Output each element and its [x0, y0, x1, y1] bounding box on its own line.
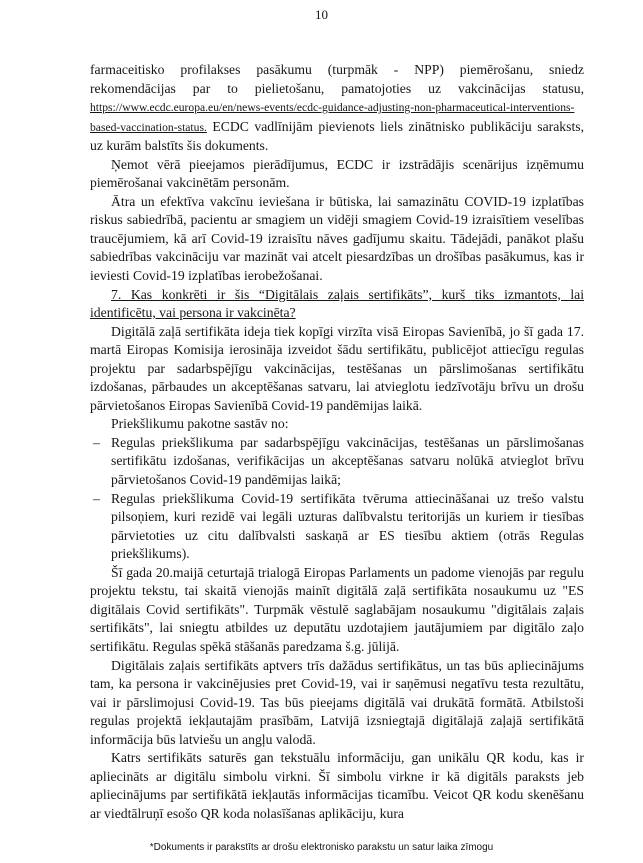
- paragraph-package-intro: Priekšlikumu pakotne sastāv no:: [111, 416, 289, 432]
- paragraph-ecdc-end: ECDC vadlīnijām pievienots liels zinātnisko publikāciju saraksts, uz kurām balstīts šis dokuments.: [90, 118, 584, 154]
- paragraph-ecdc-guidance: [90, 61, 584, 156]
- list-item-text: Regulas priekšlikuma par sadarbspējīgu vakcinācijas, testēšanas un pārslimošanas sertifikātu izdošanas, verifikācijas un akceptēšanas satvaru nolūkā atvieglot brīvu pārvietošanos Covid-19 pandēmijas laikā;: [111, 434, 584, 488]
- paragraph-vaccination: Ātra un efektīva vakcīnu ieviešana ir būtiska, lai samazinātu COVID-19 izplatības riskus sabiedrībā, pacientu ar smagiem un vidēji smagiem Covid-19 izraisītiem veselības traucējumiem, kā arī Covid-19 izraisītu nāves gadījumu skaitu. Tādejādi, panākot plašu sabiedrības vakcināciju var mazināt vai atcelt piesardzības un drošības pasākumus, kas ir ieviesti Covid-19 izplatības ierobežošanai.: [90, 193, 584, 284]
- ecdc-guidance-link[interactable]: https://www.ecdc.europa.eu/en/news-events/ecdc-guidance-adjusting-non-pharmaceutical-interventions-based-vaccination-status.: [90, 101, 575, 134]
- paragraph-certificate-types: Digitālais zaļais sertifikāts aptvers trīs dažādus sertifikātus, un tas būs apliecinājums tam, ka persona ir vakcinējusies pret Covid-19, vai ir saņēmusi negatīvu testa rezultātu, vai ir pārslimojusi Covid-19. Tas būs pieejams digitālā vai drukātā formātā. Atbilstoši regulas projektā iekļautajām prasībām, Latvijā izsniegtajā digitālajā zaļajā sertifikātā informācija būs latviešu un angļu valodā.: [90, 657, 584, 747]
- dash-bullet: –: [93, 434, 100, 450]
- list-item-text: Regulas priekšlikuma Covid-19 sertifikāta tvēruma attiecināšanai uz trešo valstu pilsoņiem, kuri rezidē vai legāli uzturas dalībvalstu teritorijās un kuriem ir tiesības pārvietoties uz citu dalībvalsti saskaņā ar ES tiesību aktiem (otrās Regulas priekšlikums).: [111, 490, 584, 562]
- list-item: [90, 434, 584, 490]
- paragraph-trilogue: Šī gada 20.maijā ceturtajā trialogā Eiropas Parlaments un padome vienojās par regulu projektu tekstu, tai skaitā vienojās mainīt digitālā zaļā sertifikāta nosaukumu uz "ES digitālais Covid sertifikāts". Turpmāk vēstulē saglabājam nosaukumu "digitālais zaļais sertifikāts", lai sniegtu atbildes uz deputātu uzdotajiem jautājumiem par digitālo zaļo sertifikātu. Regulas spēkā stāšanās paredzama š.g. jūlijā.: [90, 564, 584, 654]
- page-number: 10: [315, 7, 328, 22]
- paragraph-scenarios: Ņemot vērā pieejamos pierādījumus, ECDC ir izstrādājis scenārijus izņēmumu piemērošanai vakcinētām personām.: [90, 156, 584, 191]
- signature-footnote: *Dokuments ir parakstīts ar drošu elektronisko parakstu un satur laika zīmogu: [149, 842, 494, 853]
- section-heading-text: 7. Kas konkrēti ir šis “Digitālais zaļais sertifikāts”, kurš tiks izmantots, lai identificētu, vai persona ir vakcinēta?: [90, 286, 584, 321]
- paragraph-ecdc-intro: farmaceitisko profilakses pasākumu (turpmāk - NPP) piemērošanu, sniedz rekomendācijas par to pielietošanu, pamatojoties uz vakcinācijas statusu,: [90, 62, 584, 96]
- section-heading: [90, 286, 584, 323]
- dash-bullet: –: [93, 490, 100, 506]
- proposal-list: [90, 434, 584, 564]
- body-text: [90, 61, 584, 823]
- paragraph-qr-code: Katrs sertifikāts saturēs gan tekstuālu informāciju, gan unikālu QR kodu, kas ir apliecināts ar digitālu simbolu virkni. Šī simbolu virkne ir kā digitāls paraksts jeb apliecinājums par sertifikātā iekļautās informācijas ticamību. Veicot QR kodu skenēšanu ar viedtālruņī esošo QR koda nolasīšanas aplikāciju, kura: [90, 750, 584, 821]
- paragraph-certificate-idea: Digitālā zaļā sertifikāta ideja tiek kopīgi virzīta visā Eiropas Savienībā, jo šī gada 17. martā Eiropas Komisija ierosināja izveidot šādu sertifikātu, publicējot attiecīgu regulas projektu par sadarbspējīgu vakcinācijas, testēšanas un pārslimošanas sertifikātu izdošanas, pārbaudes un akceptēšanas satvaru, lai atvieglotu iedzīvotāju brīvu un drošu pārvietošanos Eiropas Savienībā Covid-19 pandēmijas laikā.: [90, 323, 584, 413]
- list-item: [90, 490, 584, 564]
